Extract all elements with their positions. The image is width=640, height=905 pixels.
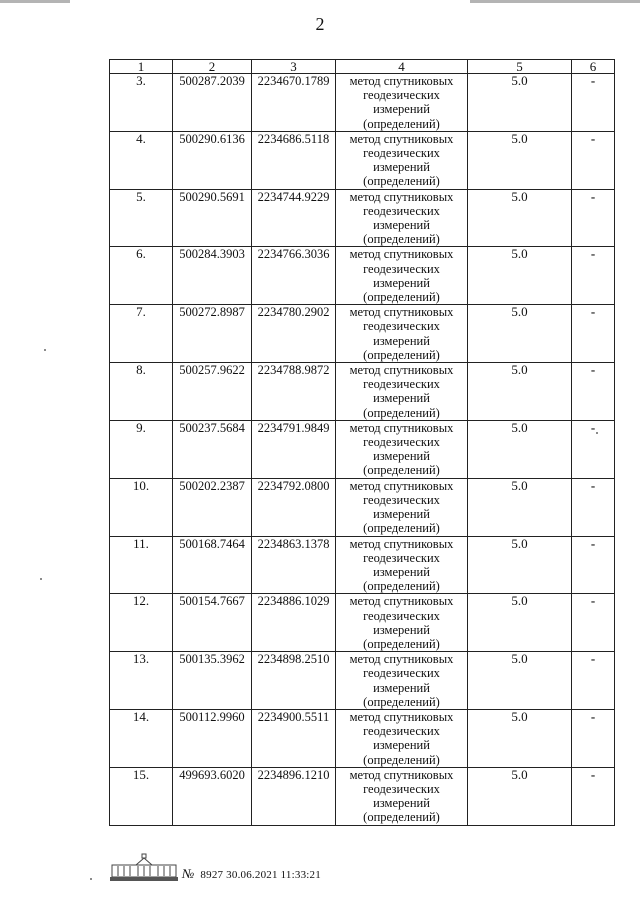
method-cell: метод спутниковых геодезических измерений (определений) [336,420,468,478]
point-number-cell: 14. [110,709,173,767]
x-coordinate-cell: 500290.6136 [173,131,252,189]
y-coordinate-cell: 2234900.5511 [252,709,336,767]
column-header: 3 [252,60,336,74]
x-coordinate-cell: 500272.8987 [173,305,252,363]
accuracy-cell: 5.0 [468,594,572,652]
y-coordinate-cell: 2234780.2902 [252,305,336,363]
y-coordinate-cell: 2234898.2510 [252,652,336,710]
accuracy-cell: 5.0 [468,74,572,132]
y-coordinate-cell: 2234788.9872 [252,363,336,421]
accuracy-cell: 5.0 [468,478,572,536]
table-row [110,363,615,421]
accuracy-cell: 5.0 [468,131,572,189]
point-number-cell: 10. [110,478,173,536]
y-coordinate-cell: 2234670.1789 [252,74,336,132]
y-coordinate-cell: 2234686.5118 [252,131,336,189]
scan-speck [596,432,598,434]
note-cell: - [572,247,615,305]
table-row [110,305,615,363]
parliament-building-stamp [110,852,178,882]
x-coordinate-cell: 500202.2387 [173,478,252,536]
point-number-cell: 15. [110,767,173,825]
registration-text: 8927 30.06.2021 11:33:21 [200,869,321,881]
page-number: 2 [315,14,325,34]
scan-speck [90,878,92,880]
method-cell: метод спутниковых геодезических измерений (определений) [336,305,468,363]
point-number-cell: 12. [110,594,173,652]
note-cell: - [572,652,615,710]
y-coordinate-cell: 2234863.1378 [252,536,336,594]
table-row [110,478,615,536]
registration-stamp [182,866,321,882]
note-cell: - [572,478,615,536]
accuracy-cell: 5.0 [468,305,572,363]
scan-speck [40,578,42,580]
column-header: 1 [110,60,173,74]
table-row [110,189,615,247]
x-coordinate-cell: 500290.5691 [173,189,252,247]
x-coordinate-cell: 500237.5684 [173,420,252,478]
accuracy-cell: 5.0 [468,652,572,710]
table-row [110,131,615,189]
building-icon [110,852,178,882]
accuracy-cell: 5.0 [468,536,572,594]
y-coordinate-cell: 2234791.9849 [252,420,336,478]
method-cell: метод спутниковых геодезических измерений (определений) [336,767,468,825]
y-coordinate-cell: 2234896.1210 [252,767,336,825]
method-cell: метод спутниковых геодезических измерений (определений) [336,189,468,247]
table-header-row [110,60,615,74]
x-coordinate-cell: 500257.9622 [173,363,252,421]
table-row [110,709,615,767]
note-cell: - [572,363,615,421]
point-number-cell: 6. [110,247,173,305]
point-number-cell: 5. [110,189,173,247]
x-coordinate-cell: 500135.3962 [173,652,252,710]
table-row [110,594,615,652]
x-coordinate-cell: 500112.9960 [173,709,252,767]
point-number-cell: 8. [110,363,173,421]
column-header: 2 [173,60,252,74]
note-cell: - [572,305,615,363]
x-coordinate-cell: 500154.7667 [173,594,252,652]
method-cell: метод спутниковых геодезических измерений (определений) [336,652,468,710]
method-cell: метод спутниковых геодезических измерений (определений) [336,363,468,421]
method-cell: метод спутниковых геодезических измерений (определений) [336,478,468,536]
table-row [110,536,615,594]
point-number-cell: 4. [110,131,173,189]
x-coordinate-cell: 500284.3903 [173,247,252,305]
scan-speck [44,349,46,351]
note-cell: - [572,189,615,247]
note-cell: - [572,594,615,652]
table-row [110,652,615,710]
method-cell: метод спутниковых геодезических измерений (определений) [336,536,468,594]
column-header: 4 [336,60,468,74]
table-row [110,767,615,825]
accuracy-cell: 5.0 [468,767,572,825]
table-row [110,247,615,305]
point-number-cell: 3. [110,74,173,132]
coordinates-table [109,59,615,826]
y-coordinate-cell: 2234792.0800 [252,478,336,536]
method-cell: метод спутниковых геодезических измерений (определений) [336,594,468,652]
scan-edge-mark [470,0,640,3]
note-cell: - [572,536,615,594]
table-row [110,420,615,478]
y-coordinate-cell: 2234766.3036 [252,247,336,305]
point-number-cell: 13. [110,652,173,710]
point-number-cell: 9. [110,420,173,478]
method-cell: метод спутниковых геодезических измерений (определений) [336,74,468,132]
table-row [110,74,615,132]
scan-edge-mark [0,0,70,3]
table-body [110,74,615,826]
method-cell: метод спутниковых геодезических измерений (определений) [336,131,468,189]
column-header: 6 [572,60,615,74]
number-symbol: № [182,866,195,881]
accuracy-cell: 5.0 [468,247,572,305]
accuracy-cell: 5.0 [468,189,572,247]
y-coordinate-cell: 2234744.9229 [252,189,336,247]
point-number-cell: 7. [110,305,173,363]
note-cell: - [572,131,615,189]
point-number-cell: 11. [110,536,173,594]
note-cell: - [572,767,615,825]
column-header: 5 [468,60,572,74]
note-cell: - [572,74,615,132]
y-coordinate-cell: 2234886.1029 [252,594,336,652]
x-coordinate-cell: 500168.7464 [173,536,252,594]
note-cell: - [572,420,615,478]
note-cell: - [572,709,615,767]
method-cell: метод спутниковых геодезических измерений (определений) [336,247,468,305]
accuracy-cell: 5.0 [468,420,572,478]
x-coordinate-cell: 500287.2039 [173,74,252,132]
accuracy-cell: 5.0 [468,363,572,421]
x-coordinate-cell: 499693.6020 [173,767,252,825]
method-cell: метод спутниковых геодезических измерений (определений) [336,709,468,767]
accuracy-cell: 5.0 [468,709,572,767]
